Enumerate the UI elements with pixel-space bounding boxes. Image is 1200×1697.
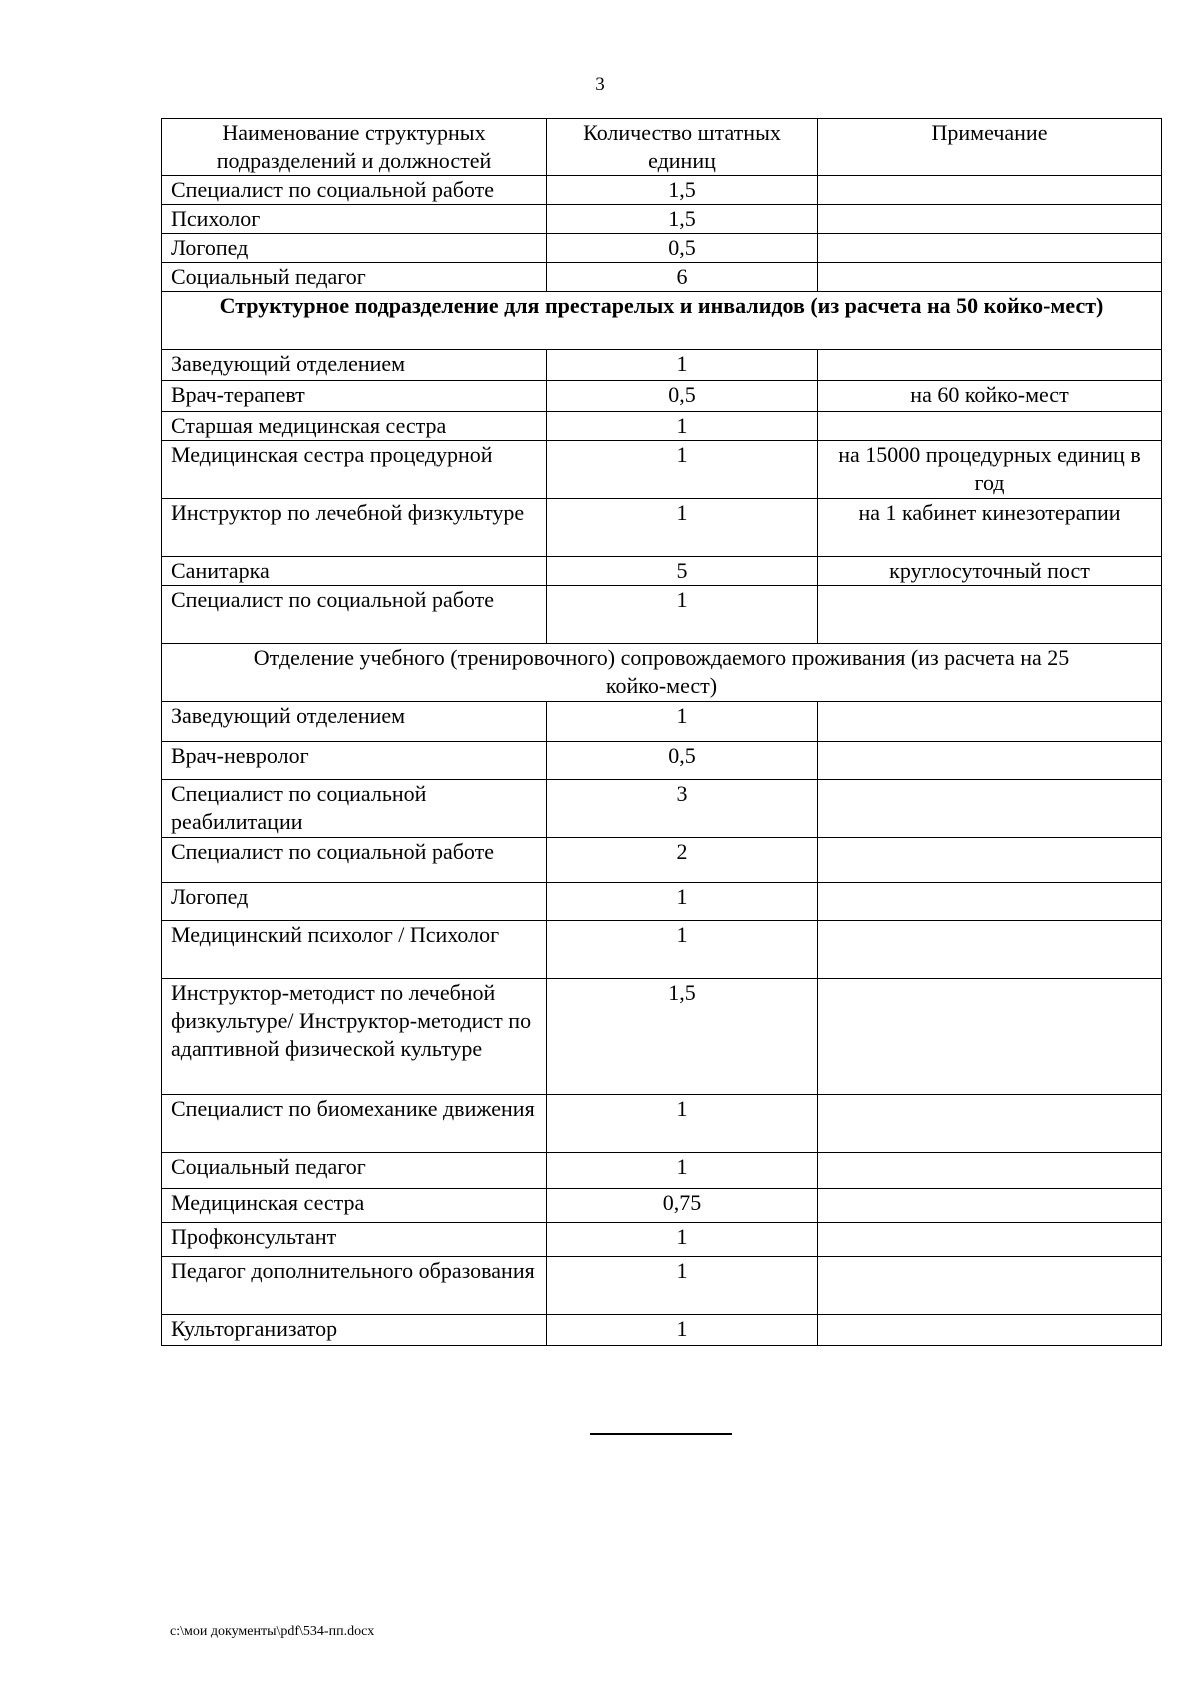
- position-name-cell: Заведующий отделением: [162, 350, 547, 381]
- staff-count-cell: 1,5: [547, 176, 818, 205]
- note-cell: [818, 263, 1162, 292]
- table-row: [162, 780, 1162, 838]
- staff-count-cell: 1: [547, 1257, 818, 1315]
- table-row: [162, 350, 1162, 381]
- note-cell: [818, 702, 1162, 742]
- table-row: [162, 921, 1162, 979]
- staff-count-cell: 1: [547, 1153, 818, 1189]
- staff-count-cell: 0,5: [547, 234, 818, 263]
- position-name-cell: Специалист по социальной работе: [162, 838, 547, 883]
- table-row: [162, 557, 1162, 586]
- staff-count-cell: 0,5: [547, 381, 818, 412]
- table-row: [162, 1223, 1162, 1257]
- position-name-cell: Психолог: [162, 205, 547, 234]
- position-name-cell: Врач-невролог: [162, 742, 547, 780]
- table-header-row: [162, 119, 1162, 176]
- table-row: [162, 702, 1162, 742]
- table-row: [162, 205, 1162, 234]
- table-row: [162, 499, 1162, 557]
- position-name-cell: Педагог дополнительного образования: [162, 1257, 547, 1315]
- note-cell: [818, 921, 1162, 979]
- note-cell: [818, 883, 1162, 921]
- note-cell: [818, 176, 1162, 205]
- staff-count-cell: 1: [547, 441, 818, 499]
- position-name-cell: Санитарка: [162, 557, 547, 586]
- table-row: [162, 883, 1162, 921]
- position-name-cell: Социальный педагог: [162, 1153, 547, 1189]
- table-row: [162, 234, 1162, 263]
- staff-count-cell: 1: [547, 702, 818, 742]
- staffing-table: [161, 118, 1162, 1346]
- staff-count-cell: 1: [547, 350, 818, 381]
- table-row: [162, 381, 1162, 412]
- table-row: [162, 412, 1162, 441]
- position-name-cell: Культорганизатор: [162, 1315, 547, 1346]
- header-name: Наименование структурных подразделений и должностей: [162, 119, 547, 176]
- position-name-cell: Специалист по социальной работе: [162, 176, 547, 205]
- note-cell: круглосуточный пост: [818, 557, 1162, 586]
- note-cell: [818, 1257, 1162, 1315]
- position-name-cell: Старшая медицинская сестра: [162, 412, 547, 441]
- page-number: 3: [595, 74, 605, 95]
- staff-count-cell: 1: [547, 1223, 818, 1257]
- table-row: [162, 441, 1162, 499]
- note-cell: на 1 кабинет кинезотерапии: [818, 499, 1162, 557]
- table-row: [162, 742, 1162, 780]
- position-name-cell: Специалист по биомеханике движения: [162, 1095, 547, 1153]
- position-name-cell: Заведующий отделением: [162, 702, 547, 742]
- signature-line: [590, 1433, 732, 1435]
- staff-count-cell: 1,5: [547, 979, 818, 1095]
- section-title: Структурное подразделение для престарелых и инвалидов (из расчета на 50 койко-мест): [162, 292, 1162, 350]
- section-row: [162, 644, 1162, 702]
- table-body: [162, 176, 1162, 1346]
- staff-count-cell: 1: [547, 921, 818, 979]
- note-cell: [818, 350, 1162, 381]
- position-name-cell: Медицинская сестра: [162, 1189, 547, 1223]
- table-row: [162, 1095, 1162, 1153]
- note-cell: [818, 979, 1162, 1095]
- position-name-cell: Логопед: [162, 234, 547, 263]
- note-cell: [818, 586, 1162, 644]
- note-cell: [818, 838, 1162, 883]
- note-cell: [818, 780, 1162, 838]
- table-row: [162, 1257, 1162, 1315]
- staff-count-cell: 5: [547, 557, 818, 586]
- position-name-cell: Инструктор по лечебной физкультуре: [162, 499, 547, 557]
- section-row: [162, 292, 1162, 350]
- staff-count-cell: 6: [547, 263, 818, 292]
- staff-count-cell: 1: [547, 412, 818, 441]
- position-name-cell: Инструктор-методист по лечебной физкультуре/ Инструктор-методист по адаптивной физической культуре: [162, 979, 547, 1095]
- staff-count-cell: 0,5: [547, 742, 818, 780]
- position-name-cell: Логопед: [162, 883, 547, 921]
- staff-count-cell: 1: [547, 499, 818, 557]
- note-cell: [818, 234, 1162, 263]
- position-name-cell: Врач-терапевт: [162, 381, 547, 412]
- staff-count-cell: 3: [547, 780, 818, 838]
- staff-count-cell: 1: [547, 1095, 818, 1153]
- section-title: Отделение учебного (тренировочного) сопровождаемого проживания (из расчета на 25 койко-мест): [162, 644, 1162, 702]
- position-name-cell: Социальный педагог: [162, 263, 547, 292]
- table-row: [162, 263, 1162, 292]
- note-cell: [818, 742, 1162, 780]
- staff-count-cell: 1: [547, 586, 818, 644]
- table-row: [162, 838, 1162, 883]
- note-cell: на 15000 процедурных единиц в год: [818, 441, 1162, 499]
- position-name-cell: Специалист по социальной реабилитации: [162, 780, 547, 838]
- position-name-cell: Медицинский психолог / Психолог: [162, 921, 547, 979]
- table-row: [162, 1315, 1162, 1346]
- note-cell: [818, 1189, 1162, 1223]
- header-count: Количество штатных единиц: [547, 119, 818, 176]
- table-row: [162, 1189, 1162, 1223]
- table-row: [162, 979, 1162, 1095]
- note-cell: [818, 1223, 1162, 1257]
- header-note: Примечание: [818, 119, 1162, 176]
- note-cell: [818, 1095, 1162, 1153]
- note-cell: [818, 1153, 1162, 1189]
- footer-file-path: c:\мои документы\pdf\534-пп.docx: [170, 1624, 375, 1639]
- staff-count-cell: 1: [547, 883, 818, 921]
- table-row: [162, 586, 1162, 644]
- note-cell: [818, 1315, 1162, 1346]
- table-row: [162, 1153, 1162, 1189]
- staff-count-cell: 1,5: [547, 205, 818, 234]
- staff-count-cell: 1: [547, 1315, 818, 1346]
- staff-count-cell: 2: [547, 838, 818, 883]
- position-name-cell: Специалист по социальной работе: [162, 586, 547, 644]
- position-name-cell: Профконсультант: [162, 1223, 547, 1257]
- note-cell: [818, 205, 1162, 234]
- note-cell: [818, 412, 1162, 441]
- position-name-cell: Медицинская сестра процедурной: [162, 441, 547, 499]
- note-cell: на 60 койко-мест: [818, 381, 1162, 412]
- staff-count-cell: 0,75: [547, 1189, 818, 1223]
- table-row: [162, 176, 1162, 205]
